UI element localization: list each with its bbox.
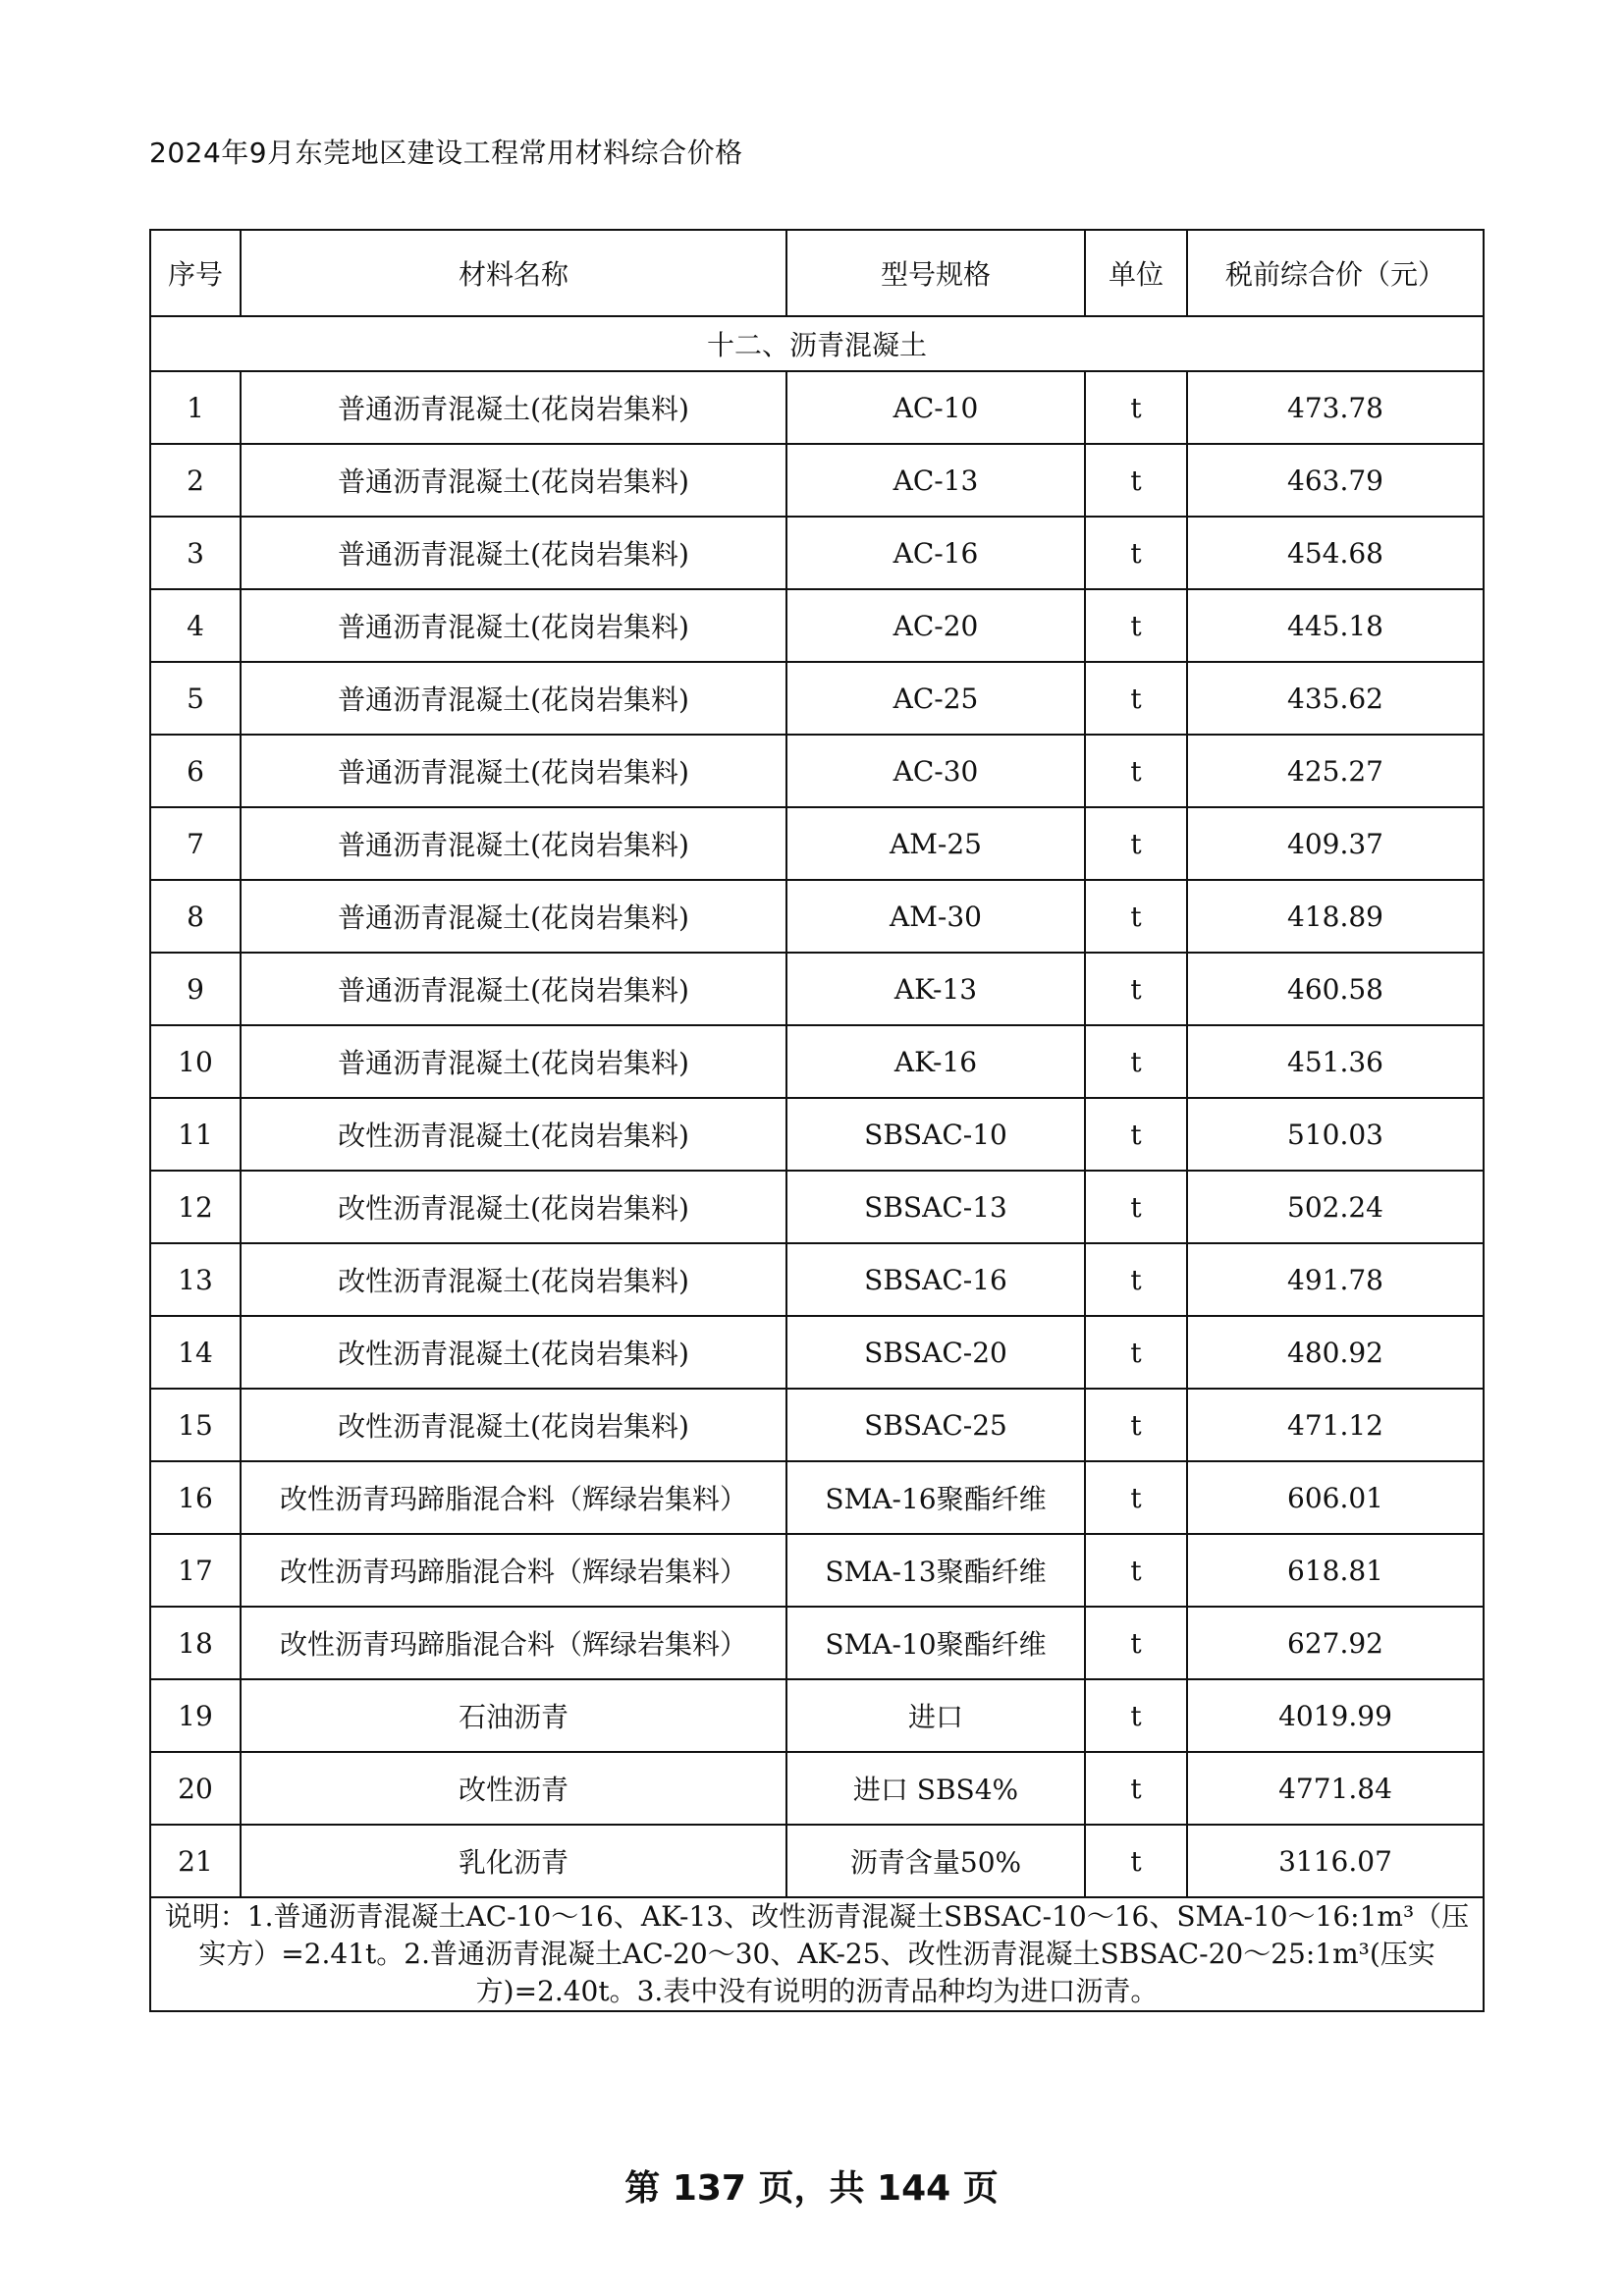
cell-spec: 进口 SBS4% (786, 1752, 1085, 1825)
cell-material-name: 普通沥青混凝土(花岗岩集料) (241, 662, 786, 735)
cell-material-name: 改性沥青玛蹄脂混合料（辉绿岩集料） (241, 1461, 786, 1534)
table-row (150, 1389, 1484, 1461)
table-row (150, 807, 1484, 880)
cell-index: 1 (150, 371, 241, 444)
cell-unit: t (1085, 953, 1187, 1025)
cell-unit: t (1085, 1389, 1187, 1461)
cell-material-name: 普通沥青混凝土(花岗岩集料) (241, 589, 786, 662)
cell-index: 20 (150, 1752, 241, 1825)
cell-unit: t (1085, 589, 1187, 662)
table-row (150, 1825, 1484, 1897)
cell-index: 15 (150, 1389, 241, 1461)
cell-price: 4771.84 (1187, 1752, 1484, 1825)
cell-material-name: 普通沥青混凝土(花岗岩集料) (241, 807, 786, 880)
cell-material-name: 普通沥青混凝土(花岗岩集料) (241, 735, 786, 807)
table-row (150, 1534, 1484, 1607)
cell-unit: t (1085, 880, 1187, 953)
cell-price: 491.78 (1187, 1243, 1484, 1316)
col-header-name: 材料名称 (241, 230, 786, 316)
table-row (150, 1752, 1484, 1825)
cell-unit: t (1085, 1243, 1187, 1316)
cell-spec: 沥青含量50% (786, 1825, 1085, 1897)
cell-price: 510.03 (1187, 1098, 1484, 1171)
cell-material-name: 改性沥青 (241, 1752, 786, 1825)
cell-index: 17 (150, 1534, 241, 1607)
cell-unit: t (1085, 1679, 1187, 1752)
cell-price: 463.79 (1187, 444, 1484, 517)
cell-spec: AC-16 (786, 517, 1085, 589)
cell-index: 2 (150, 444, 241, 517)
table-row (150, 1316, 1484, 1389)
cell-price: 4019.99 (1187, 1679, 1484, 1752)
cell-price: 502.24 (1187, 1171, 1484, 1243)
table-row (150, 1679, 1484, 1752)
section-title-row (150, 316, 1484, 371)
cell-index: 19 (150, 1679, 241, 1752)
cell-index: 8 (150, 880, 241, 953)
cell-price: 627.92 (1187, 1607, 1484, 1679)
cell-unit: t (1085, 1534, 1187, 1607)
cell-index: 7 (150, 807, 241, 880)
cell-unit: t (1085, 807, 1187, 880)
cell-price: 445.18 (1187, 589, 1484, 662)
cell-unit: t (1085, 517, 1187, 589)
cell-spec: AK-16 (786, 1025, 1085, 1098)
cell-spec: SBSAC-10 (786, 1098, 1085, 1171)
cell-index: 16 (150, 1461, 241, 1534)
cell-unit: t (1085, 1752, 1187, 1825)
cell-price: 435.62 (1187, 662, 1484, 735)
cell-index: 21 (150, 1825, 241, 1897)
cell-unit: t (1085, 1171, 1187, 1243)
table-row (150, 517, 1484, 589)
cell-index: 14 (150, 1316, 241, 1389)
cell-spec: SBSAC-20 (786, 1316, 1085, 1389)
cell-price: 3116.07 (1187, 1825, 1484, 1897)
cell-spec: AM-25 (786, 807, 1085, 880)
cell-unit: t (1085, 735, 1187, 807)
table-row (150, 880, 1484, 953)
cell-unit: t (1085, 1607, 1187, 1679)
cell-spec: AC-25 (786, 662, 1085, 735)
cell-unit: t (1085, 444, 1187, 517)
cell-material-name: 普通沥青混凝土(花岗岩集料) (241, 953, 786, 1025)
section-title: 十二、沥青混凝土 (150, 316, 1484, 371)
table-row (150, 662, 1484, 735)
cell-price: 460.58 (1187, 953, 1484, 1025)
cell-material-name: 改性沥青混凝土(花岗岩集料) (241, 1171, 786, 1243)
cell-index: 4 (150, 589, 241, 662)
cell-price: 606.01 (1187, 1461, 1484, 1534)
cell-material-name: 改性沥青混凝土(花岗岩集料) (241, 1389, 786, 1461)
cell-index: 10 (150, 1025, 241, 1098)
cell-unit: t (1085, 1825, 1187, 1897)
cell-unit: t (1085, 1461, 1187, 1534)
table-row (150, 1243, 1484, 1316)
cell-index: 9 (150, 953, 241, 1025)
cell-material-name: 普通沥青混凝土(花岗岩集料) (241, 1025, 786, 1098)
table-row (150, 1171, 1484, 1243)
cell-unit: t (1085, 1098, 1187, 1171)
cell-price: 471.12 (1187, 1389, 1484, 1461)
cell-unit: t (1085, 662, 1187, 735)
cell-spec: SMA-10聚酯纤维 (786, 1607, 1085, 1679)
cell-price: 425.27 (1187, 735, 1484, 807)
cell-material-name: 普通沥青混凝土(花岗岩集料) (241, 444, 786, 517)
cell-spec: SMA-13聚酯纤维 (786, 1534, 1085, 1607)
cell-price: 454.68 (1187, 517, 1484, 589)
cell-price: 409.37 (1187, 807, 1484, 880)
cell-spec: SBSAC-13 (786, 1171, 1085, 1243)
cell-price: 480.92 (1187, 1316, 1484, 1389)
cell-index: 18 (150, 1607, 241, 1679)
cell-price: 418.89 (1187, 880, 1484, 953)
cell-spec: AM-30 (786, 880, 1085, 953)
col-header-price: 税前综合价（元） (1187, 230, 1484, 316)
cell-index: 3 (150, 517, 241, 589)
table-header-row (150, 230, 1484, 316)
cell-index: 11 (150, 1098, 241, 1171)
table-row (150, 735, 1484, 807)
cell-spec: 进口 (786, 1679, 1085, 1752)
cell-material-name: 改性沥青混凝土(花岗岩集料) (241, 1098, 786, 1171)
table-row (150, 1607, 1484, 1679)
cell-index: 6 (150, 735, 241, 807)
price-table (149, 229, 1485, 2012)
cell-material-name: 改性沥青玛蹄脂混合料（辉绿岩集料） (241, 1607, 786, 1679)
cell-spec: AC-20 (786, 589, 1085, 662)
note-row (150, 1897, 1484, 2011)
table-row (150, 953, 1484, 1025)
cell-index: 13 (150, 1243, 241, 1316)
table-row (150, 1461, 1484, 1534)
cell-spec: SMA-16聚酯纤维 (786, 1461, 1085, 1534)
page-number: 第 137 页，共 144 页 (624, 2168, 999, 2209)
cell-spec: AC-13 (786, 444, 1085, 517)
cell-unit: t (1085, 371, 1187, 444)
cell-material-name: 普通沥青混凝土(花岗岩集料) (241, 371, 786, 444)
cell-index: 12 (150, 1171, 241, 1243)
cell-spec: SBSAC-25 (786, 1389, 1085, 1461)
cell-material-name: 石油沥青 (241, 1679, 786, 1752)
table-row (150, 1025, 1484, 1098)
table-note: 说明：1.普通沥青混凝土AC-10～16、AK-13、改性沥青混凝土SBSAC-10～16、SMA-10～16:1m³（压实方）=2.41t。2.普通沥青混凝土AC-20～30、AK-25、改性沥青混凝土SBSAC-20～25:1m³(压实方)=2.40t。3.表中没有说明的沥青品种均为进口沥青。 (150, 1897, 1484, 2011)
cell-unit: t (1085, 1025, 1187, 1098)
cell-price: 473.78 (1187, 371, 1484, 444)
col-header-index: 序号 (150, 230, 241, 316)
cell-material-name: 普通沥青混凝土(花岗岩集料) (241, 880, 786, 953)
col-header-unit: 单位 (1085, 230, 1187, 316)
table-row (150, 371, 1484, 444)
cell-price: 451.36 (1187, 1025, 1484, 1098)
table-row (150, 589, 1484, 662)
cell-material-name: 改性沥青混凝土(花岗岩集料) (241, 1243, 786, 1316)
cell-spec: AK-13 (786, 953, 1085, 1025)
cell-spec: AC-30 (786, 735, 1085, 807)
cell-price: 618.81 (1187, 1534, 1484, 1607)
table-row (150, 1098, 1484, 1171)
cell-material-name: 改性沥青混凝土(花岗岩集料) (241, 1316, 786, 1389)
cell-material-name: 普通沥青混凝土(花岗岩集料) (241, 517, 786, 589)
col-header-spec: 型号规格 (786, 230, 1085, 316)
cell-material-name: 改性沥青玛蹄脂混合料（辉绿岩集料） (241, 1534, 786, 1607)
table-row (150, 444, 1484, 517)
cell-material-name: 乳化沥青 (241, 1825, 786, 1897)
cell-unit: t (1085, 1316, 1187, 1389)
cell-spec: AC-10 (786, 371, 1085, 444)
cell-index: 5 (150, 662, 241, 735)
document-title: 2024年9月东莞地区建设工程常用材料综合价格 (149, 137, 743, 169)
cell-spec: SBSAC-16 (786, 1243, 1085, 1316)
